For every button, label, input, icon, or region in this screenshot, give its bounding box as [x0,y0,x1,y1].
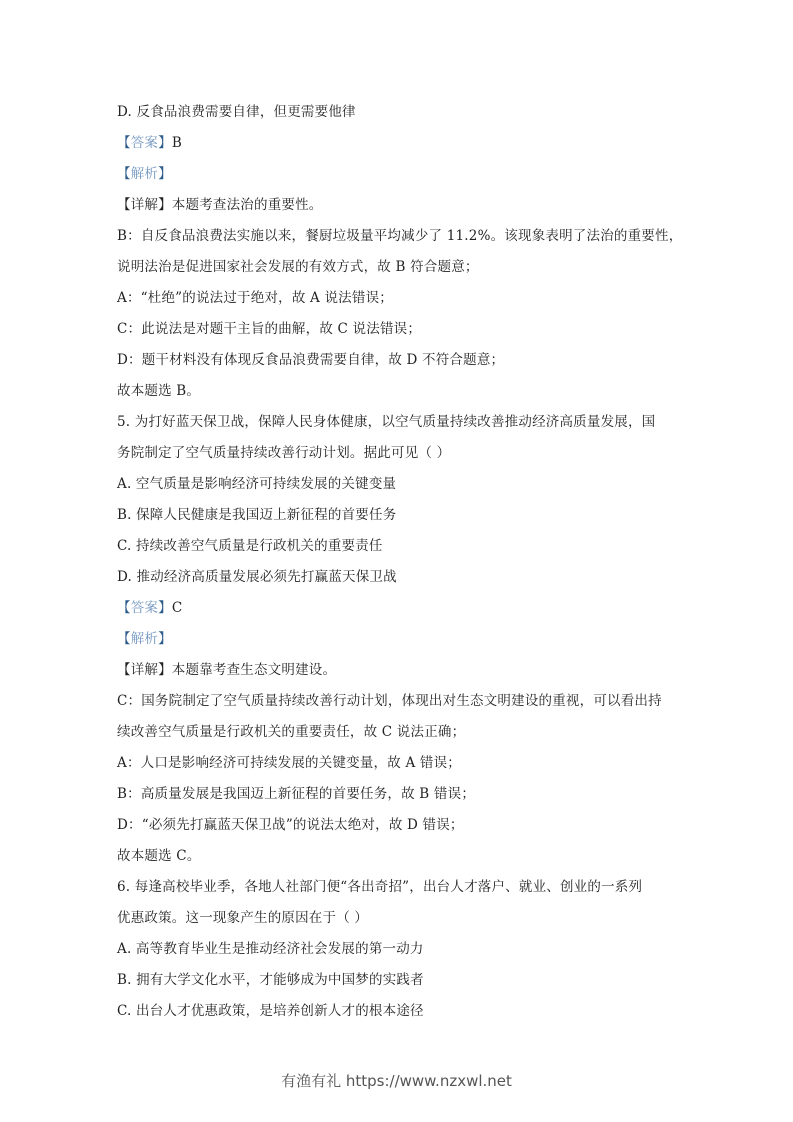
text-line: B：自反食品浪费法实施以来，餐厨垃圾量平均减少了 11.2%。该现象表明了法治的重要性， [117,228,683,244]
text-line: 务院制定了空气质量持续改善行动计划。据此可见（ ） [117,445,451,461]
text-line: D：题干材料没有体现反食品浪费需要自律，故 D 不符合题意； [117,352,505,368]
answer-label: 答案 [130,600,159,616]
text-line: B：高质量发展是我国迈上新征程的首要任务，故 B 错误； [117,786,476,802]
text-line: A：人口是影响经济可持续发展的关键变量，故 A 错误； [117,755,461,771]
option-line: A. 空气质量是影响经济可持续发展的关键变量 [117,476,397,492]
answer-label: 答案 [130,135,159,151]
option-line: D. 推动经济高质量发展必须先打赢蓝天保卫战 [117,569,397,585]
bracket-open: 【 [117,600,131,616]
detail-line: 【详解】本题靠考查生态文明建设。 [117,662,337,678]
option-line: C. 出台人才优惠政策，是培养创新人才的根本途径 [117,1003,424,1019]
bracket-close: 】 [158,166,172,182]
option-line: B. 拥有大学文化水平，才能够成为中国梦的实践者 [117,972,424,988]
answer-value: C [171,600,183,616]
analysis-line [117,628,687,659]
question-line: 5. 为打好蓝天保卫战，保障人民身体健康，以空气质量持续改善推动经济高质量发展，国 [117,414,656,430]
bracket-close: 】 [158,135,172,151]
bracket-open: 【 [117,631,131,647]
text-line: 续改善空气质量是行政机关的重要责任，故 C 说法正确； [117,724,466,740]
question-line: 6. 每逢高校毕业季，各地人社部门便“各出奇招”，出台人才落户、就业、创业的一系列 [117,879,643,895]
answer-value: B [171,135,182,151]
bracket-open: 【 [117,135,131,151]
text-line: 故本题选 C。 [117,848,201,864]
text-line: C：此说法是对题干主旨的曲解，故 C 说法错误； [117,321,422,337]
bracket-close: 】 [158,631,172,647]
answer-line [117,597,687,628]
document-page [117,101,687,1031]
text-line: 优惠政策。这一现象产生的原因在于（ ） [117,910,369,926]
text-line: C：国务院制定了空气质量持续改善行动计划，体现出对生态文明建设的重视，可以看出持 [117,693,662,709]
option-line: C. 持续改善空气质量是行政机关的重要责任 [117,538,383,554]
text-line: 故本题选 B。 [117,383,201,399]
bracket-open: 【 [117,166,131,182]
text-line: A：“杜绝”的说法过于绝对，故 A 说法错误； [117,290,393,306]
analysis-label: 解析 [130,631,159,647]
text-line: 说明法治是促进国家社会发展的有效方式，故 B 符合题意； [117,259,479,275]
analysis-label: 解析 [130,166,159,182]
analysis-line [117,163,687,194]
detail-line: 【详解】本题考查法治的重要性。 [117,197,323,213]
option-line: B. 保障人民健康是我国迈上新征程的首要任务 [117,507,397,523]
option-line: D. 反食品浪费需要自律，但更需要他律 [117,104,356,120]
footer-watermark: 有渔有礼 https://www.nzxwl.net [281,1072,512,1090]
text-line: D：“必须先打赢蓝天保卫战”的说法太绝对，故 D 错误； [117,817,464,833]
bracket-close: 】 [158,600,172,616]
option-line: A. 高等教育毕业生是推动经济社会发展的第一动力 [117,941,424,957]
answer-line [117,132,687,163]
